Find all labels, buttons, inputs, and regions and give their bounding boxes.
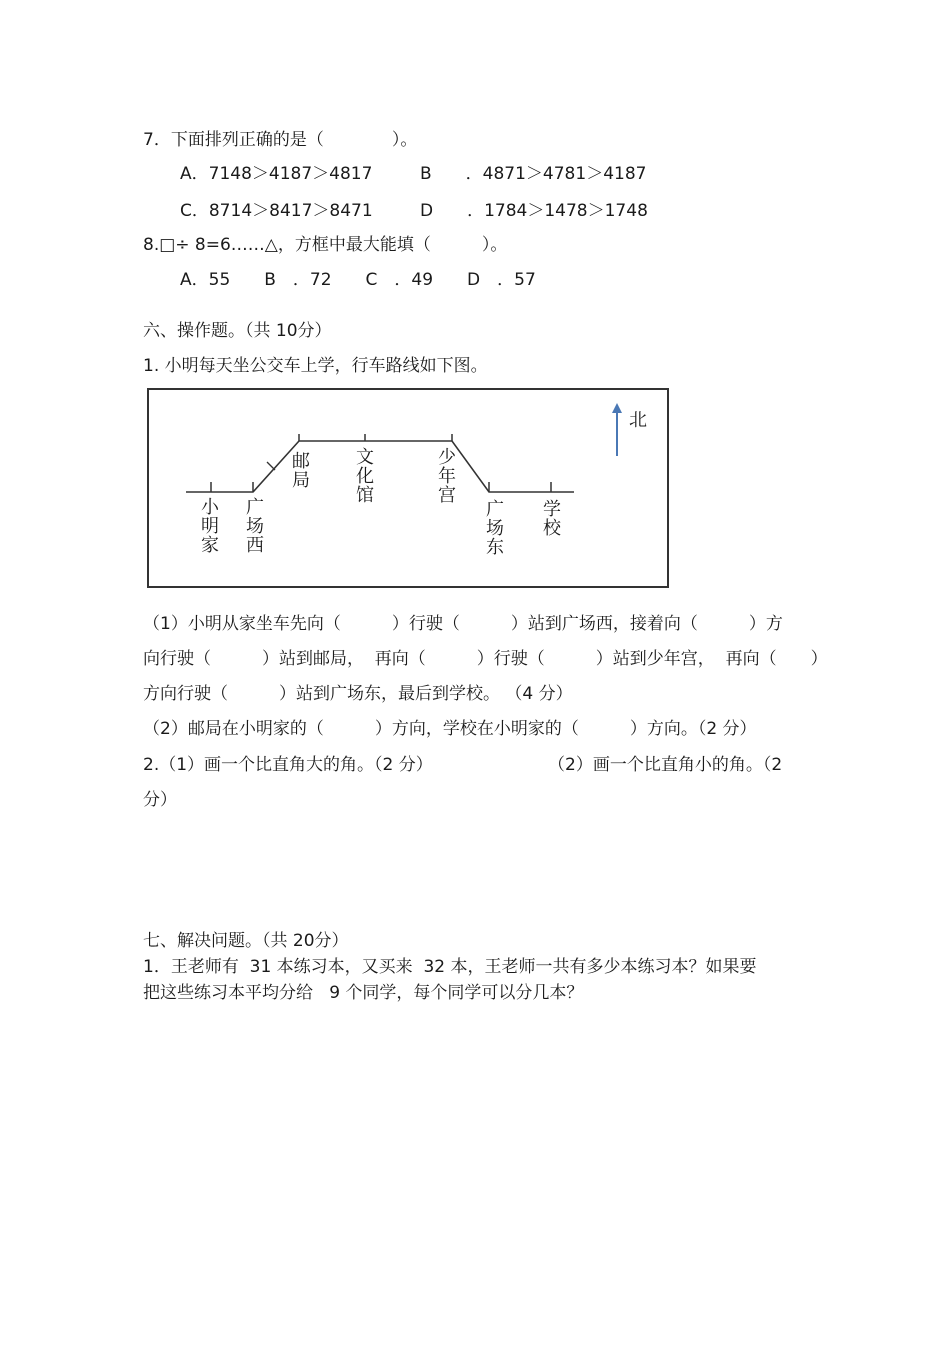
section7-title: 七、解决问题。（共 20分） bbox=[143, 931, 349, 951]
stop-school: 学 校 bbox=[543, 499, 561, 539]
q7-stem: 7．下面排列正确的是（ ）。 bbox=[143, 130, 418, 150]
section6-p1-line3: 方向行驶（ ）站到广场东，最后到学校。 （4 分） bbox=[143, 684, 573, 704]
north-arrow-head-icon bbox=[612, 403, 622, 413]
section6-q1: 1. 小明每天坐公交车上学，行车路线如下图。 bbox=[143, 356, 488, 376]
north-label: 北 bbox=[629, 410, 647, 431]
section6-q2-left: 2.（1）画一个比直角大的角。（2 分） bbox=[143, 755, 433, 775]
section6-q2-cont: 分） bbox=[143, 790, 177, 810]
section7-q1-line1: 1．王老师有 31 本练习本，又买来 32 本，王老师一共有多少本练习本？如果要 bbox=[143, 957, 757, 977]
section6-p1-line1: （1）小明从家坐车先向（ ）行驶（ ）站到广场西，接着向（ ）方 bbox=[143, 614, 783, 634]
stop-post-office: 邮 局 bbox=[292, 451, 310, 491]
q8-stem: 8.□÷ 8=6……△，方框中最大能填（ ）。 bbox=[143, 235, 508, 255]
stop-guangchang-east: 广 场 东 bbox=[486, 499, 504, 558]
section6-p1-line2: 向行驶（ ）站到邮局， 再向（ ）行驶（ ）站到少年宫， 再向（ ） bbox=[143, 649, 828, 669]
q8-options: A．55 B ．72 C ．49 D ．57 bbox=[180, 270, 536, 290]
slope-mark bbox=[267, 462, 275, 470]
q7-option-a: A．7148＞4187＞4817 bbox=[180, 164, 373, 184]
q7-option-d: D ．1784＞1478＞1748 bbox=[420, 201, 648, 221]
section6-title: 六、操作题。（共 10分） bbox=[143, 321, 332, 341]
section6-q2-right: （2）画一个比直角小的角。（2 bbox=[548, 755, 783, 775]
stop-guangchang-west: 广 场 西 bbox=[246, 497, 264, 556]
q7-option-b: B ．4871＞4781＞4187 bbox=[420, 164, 647, 184]
route-map-lines bbox=[149, 390, 671, 590]
stop-youth-palace: 少 年 宫 bbox=[438, 447, 456, 506]
stop-home: 小 明 家 bbox=[201, 497, 219, 556]
section7-q1-line2: 把这些练习本平均分给 9 个同学，每个同学可以分几本？ bbox=[143, 983, 584, 1003]
stop-culture-center: 文 化 馆 bbox=[356, 447, 374, 506]
section6-p2: （2）邮局在小明家的（ ）方向，学校在小明家的（ ）方向。（2 分） bbox=[143, 719, 757, 739]
q7-option-c: C．8714＞8417＞8471 bbox=[180, 201, 373, 221]
route-map bbox=[147, 388, 669, 588]
route-line bbox=[186, 441, 574, 492]
